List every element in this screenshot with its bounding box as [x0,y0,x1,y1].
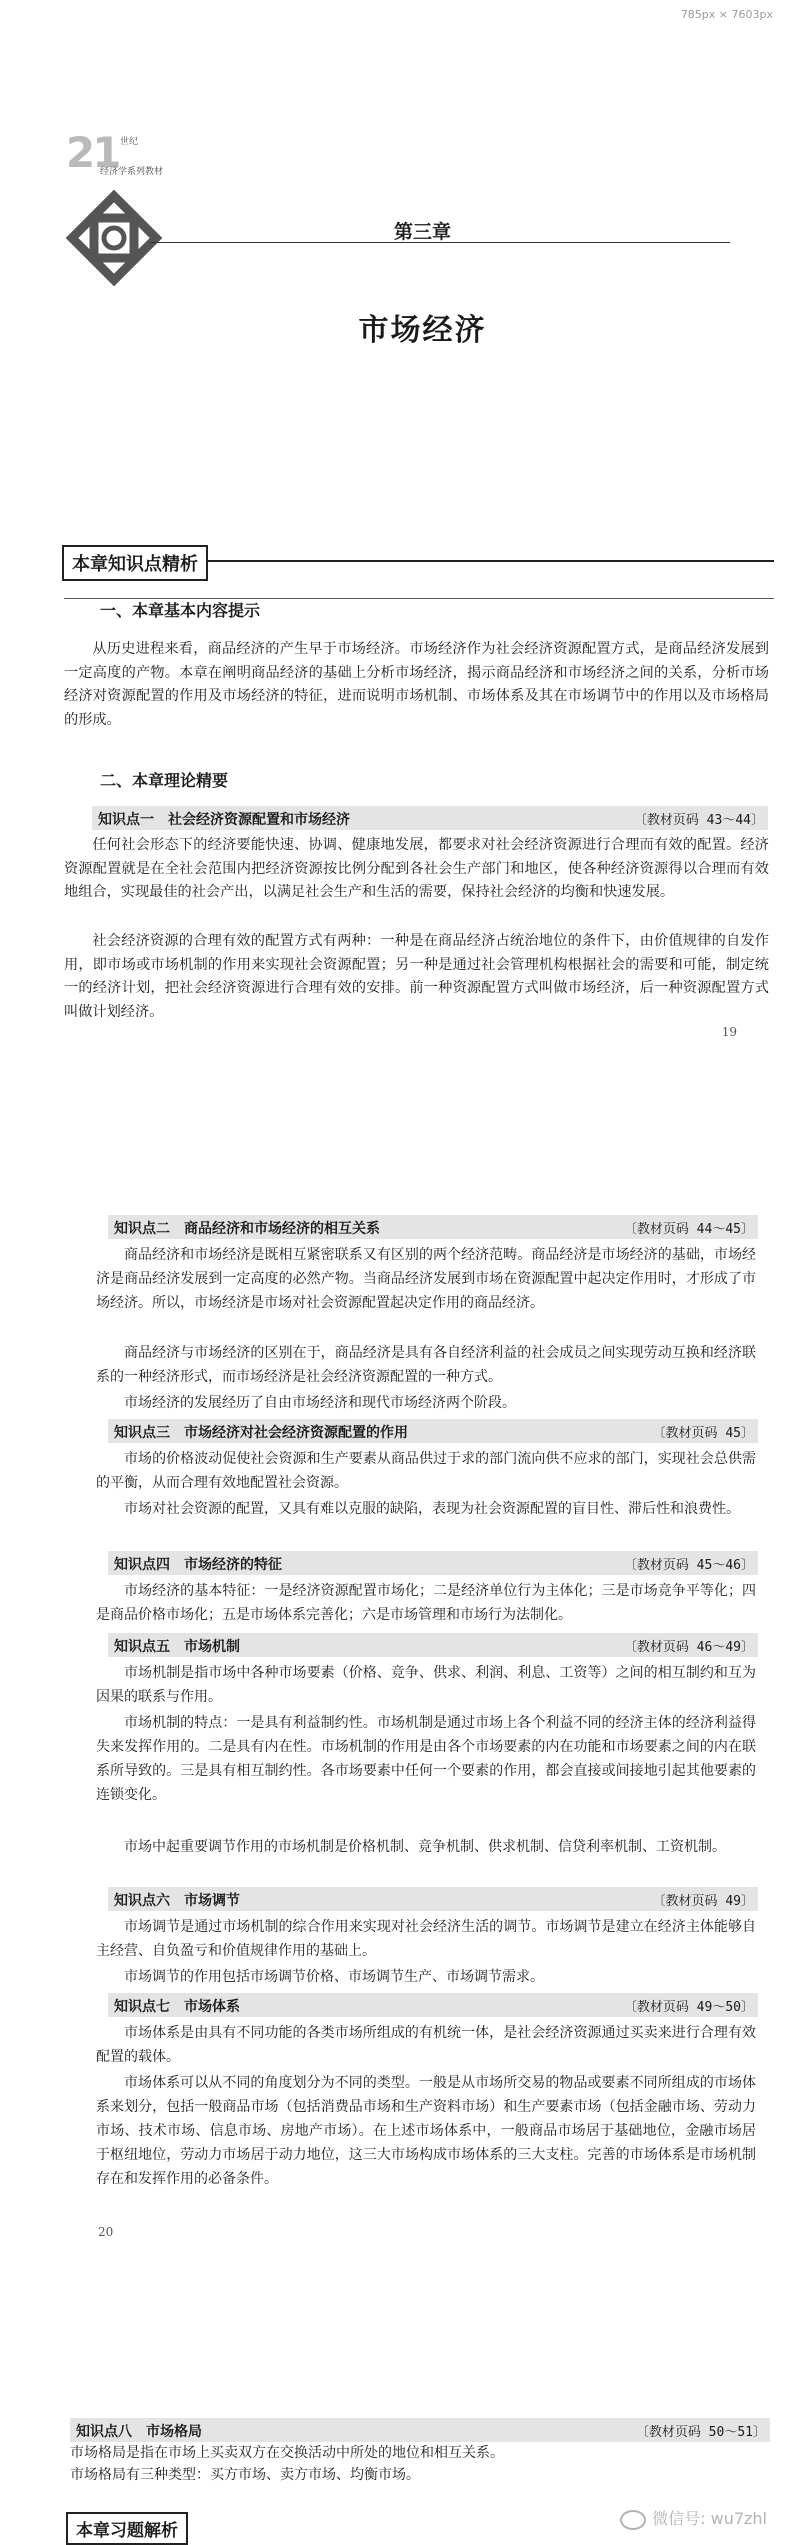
chapter-title: 市场经济 [358,313,487,348]
knowledge-point-1-bar [92,806,768,830]
knowledge-point-4-bar [108,1551,758,1575]
kp2-paragraph-2: 商品经济与市场经济的区别在于，商品经济是具有各自经济利益的社会成员之间实现劳动互换和经济联系的一种经济形式，而市场经济是社会经济资源配置的一种方式。 [96,1345,756,1385]
kp1-paragraph-1: 任何社会形态下的经济要能快速、协调、健康地发展，都要求对社会经济资源进行合理而有效的配置。经济资源配置就是在全社会范围内把经济资源按比例分配到各社会生产部门和地区，使各种经济资源得以合理而有效地组合，实现最佳的社会产出，以满足社会生产和生活的需要，保持社会经济的均衡和快速发展。 [64,837,769,900]
page-20 [0,1215,785,2275]
knowledge-point-2-title: 知识点二 商品经济和市场经济的相互关系 [114,1221,380,1237]
kp3-paragraph-1: 市场的价格波动促使社会资源和生产要素从商品供过于求的部门流向供不应求的部门，实现社会总供需的平衡，从而合理有效地配置社会资源。 [96,1451,756,1491]
kp8-paragraph-2: 市场格局有三种类型：买方市场、卖方市场、均衡市场。 [70,2467,420,2483]
knowledge-point-6-title: 知识点六 市场调节 [114,1893,240,1909]
kp2-paragraph-1: 商品经济和市场经济是既相互紧密联系又有区别的两个经济范畴。商品经济是市场经济的基础，市场经济是商品经济发展到一定高度的必然产物。当商品经济发展到市场在资源配置中起决定作用时，才形成了市场经济。所以，市场经济是市场对社会资源配置起决定作用的商品经济。 [96,1247,756,1311]
page-19 [0,20,785,1120]
kp6-paragraph-1: 市场调节是通过市场机制的综合作用来实现对社会经济生活的调节。市场调节是建立在经济主体能够自主经营、自负盈亏和价值规律作用的基础上。 [96,1919,756,1959]
chapter-number: 第三章 [393,221,451,243]
kp5-paragraph-3: 市场中起重要调节作用的市场机制是价格机制、竞争机制、供求机制、信贷利率机制、工资机制。 [124,1839,726,1855]
knowledge-point-5-page-ref: 〔教材页码 46～49〕 [623,1640,754,1655]
knowledge-point-1-page-ref: 〔教材页码 43～44〕 [633,813,764,828]
image-size-note: 785px × 7603px [680,8,773,21]
wechat-watermark [620,2506,767,2530]
knowledge-point-6-page-ref: 〔教材页码 49〕 [652,1894,754,1909]
kp7-paragraph-2: 市场体系可以从不同的角度划分为不同的类型。一般是从市场所交易的物品或要素不同所组成的市场体系来划分，包括一般商品市场（包括消费品市场和生产资料市场）和生产要素市场（包括金融市场、劳动力市场、技术市场、信息市场、房地产市场）。在上述市场体系中，一般商品市场居于基础地位，金融市场居于枢纽地位，劳动力市场居于动力地位，这三大市场构成市场体系的三大支柱。完善的市场体系是市场机制存在和发挥作用的必备条件。 [96,2075,756,2187]
knowledge-point-5-title: 知识点五 市场机制 [114,1639,240,1655]
knowledge-point-5-bar [108,1633,758,1657]
section-header-exercises: 本章习题解析 [66,2512,188,2545]
watermark-text: 微信号: wu7zhl [652,2509,767,2528]
knowledge-point-8-page-ref: 〔教材页码 50～51〕 [635,2425,766,2440]
knowledge-point-3-page-ref: 〔教材页码 45〕 [652,1426,754,1441]
logo-number: 21 [66,128,119,177]
knowledge-point-3-title: 知识点三 市场经济对社会经济资源配置的作用 [114,1425,408,1441]
knowledge-point-2-page-ref: 〔教材页码 44～45〕 [623,1222,754,1237]
section-title: 本章知识点精析 [62,545,208,581]
knowledge-point-7-title: 知识点七 市场体系 [114,1999,240,2015]
knowledge-point-3-bar [108,1419,758,1443]
kp4-paragraph-1: 市场经济的基本特征：一是经济资源配置市场化；二是经济单位行为主体化；三是市场竞争平等化；四是商品价格市场化；五是市场体系完善化；六是市场管理和市场行为法制化。 [96,1583,756,1623]
subsection-heading-1: 一、本章基本内容提示 [100,601,261,620]
intro-paragraph: 从历史进程来看，商品经济的产生早于市场经济。市场经济作为社会经济资源配置方式，是商品经济发展到一定高度的产物。本章在阐明商品经济的基础上分析市场经济，揭示商品经济和市场经济之间的关系，分析市场经济对资源配置的作用及市场经济的特征，进而说明市场机制、市场体系及其在市场调节中的作用以及市场格局的形成。 [64,641,769,728]
knowledge-point-8-title: 知识点八 市场格局 [76,2424,202,2440]
knowledge-point-6-bar [108,1887,758,1911]
kp3-paragraph-2: 市场对社会资源的配置，又具有难以克服的缺陷，表现为社会资源配置的盲目性、滞后性和浪费性。 [124,1501,740,1517]
kp2-paragraph-3: 市场经济的发展经历了自由市场经济和现代市场经济两个阶段。 [124,1395,516,1411]
knowledge-point-4-title: 知识点四 市场经济的特征 [114,1557,282,1573]
knowledge-point-1-title: 知识点一 社会经济资源配置和市场经济 [98,812,350,828]
knowledge-point-4-page-ref: 〔教材页码 45～46〕 [623,1558,754,1573]
knowledge-point-7-page-ref: 〔教材页码 49～50〕 [623,2000,754,2015]
knowledge-point-2-bar [108,1215,758,1239]
kp5-paragraph-1: 市场机制是指市场中各种市场要素（价格、竞争、供求、利润、利息、工资等）之间的相互制约和互为因果的联系与作用。 [96,1665,756,1705]
kp6-paragraph-2: 市场调节的作用包括市场调节价格、市场调节生产、市场调节需求。 [124,1969,544,1985]
page-number: 20 [98,2225,114,2239]
kp7-paragraph-1: 市场体系是由具有不同功能的各类市场所组成的有机统一体，是社会经济资源通过买卖来进行合理有效配置的载体。 [96,2025,756,2065]
knowledge-point-7-bar [108,1993,758,2017]
kp8-paragraph-1: 市场格局是指在市场上买卖双方在交换活动中所处的地位和相互关系。 [70,2445,504,2461]
kp5-paragraph-2: 市场机制的特点：一是具有利益制约性。市场机制是通过市场上各个利益不同的经济主体的经济利益得失来发挥作用的。二是具有内在性。市场机制的作用是由各个市场要素的内在功能和市场要素之间的内在联系所导致的。三是具有相互制约性。各市场要素中任何一个要素的作用，都会直接或间接地引起其他要素的连锁变化。 [96,1715,756,1803]
wechat-icon [620,2510,646,2530]
kp1-paragraph-2: 社会经济资源的合理有效的配置方式有两种：一种是在商品经济占统治地位的条件下，由价值规律的自发作用，即市场或市场机制的作用来实现社会资源配置；另一种是通过社会管理机构根据社会的需要和可能，制定统一的经济计划，把社会经济资源进行合理有效的安排。前一种资源配置方式叫做市场经济，后一种资源配置方式叫做计划经济。 [64,933,769,1020]
subsection-heading-2: 二、本章理论精要 [100,771,229,790]
series-name: 经济学系列教材 [100,167,164,177]
page-number: 19 [721,1025,737,1039]
chapter-rule [150,242,730,243]
logo-shiji: 世纪 [120,137,139,147]
section-header-knowledge [64,554,774,599]
knowledge-point-8-bar [70,2418,770,2442]
